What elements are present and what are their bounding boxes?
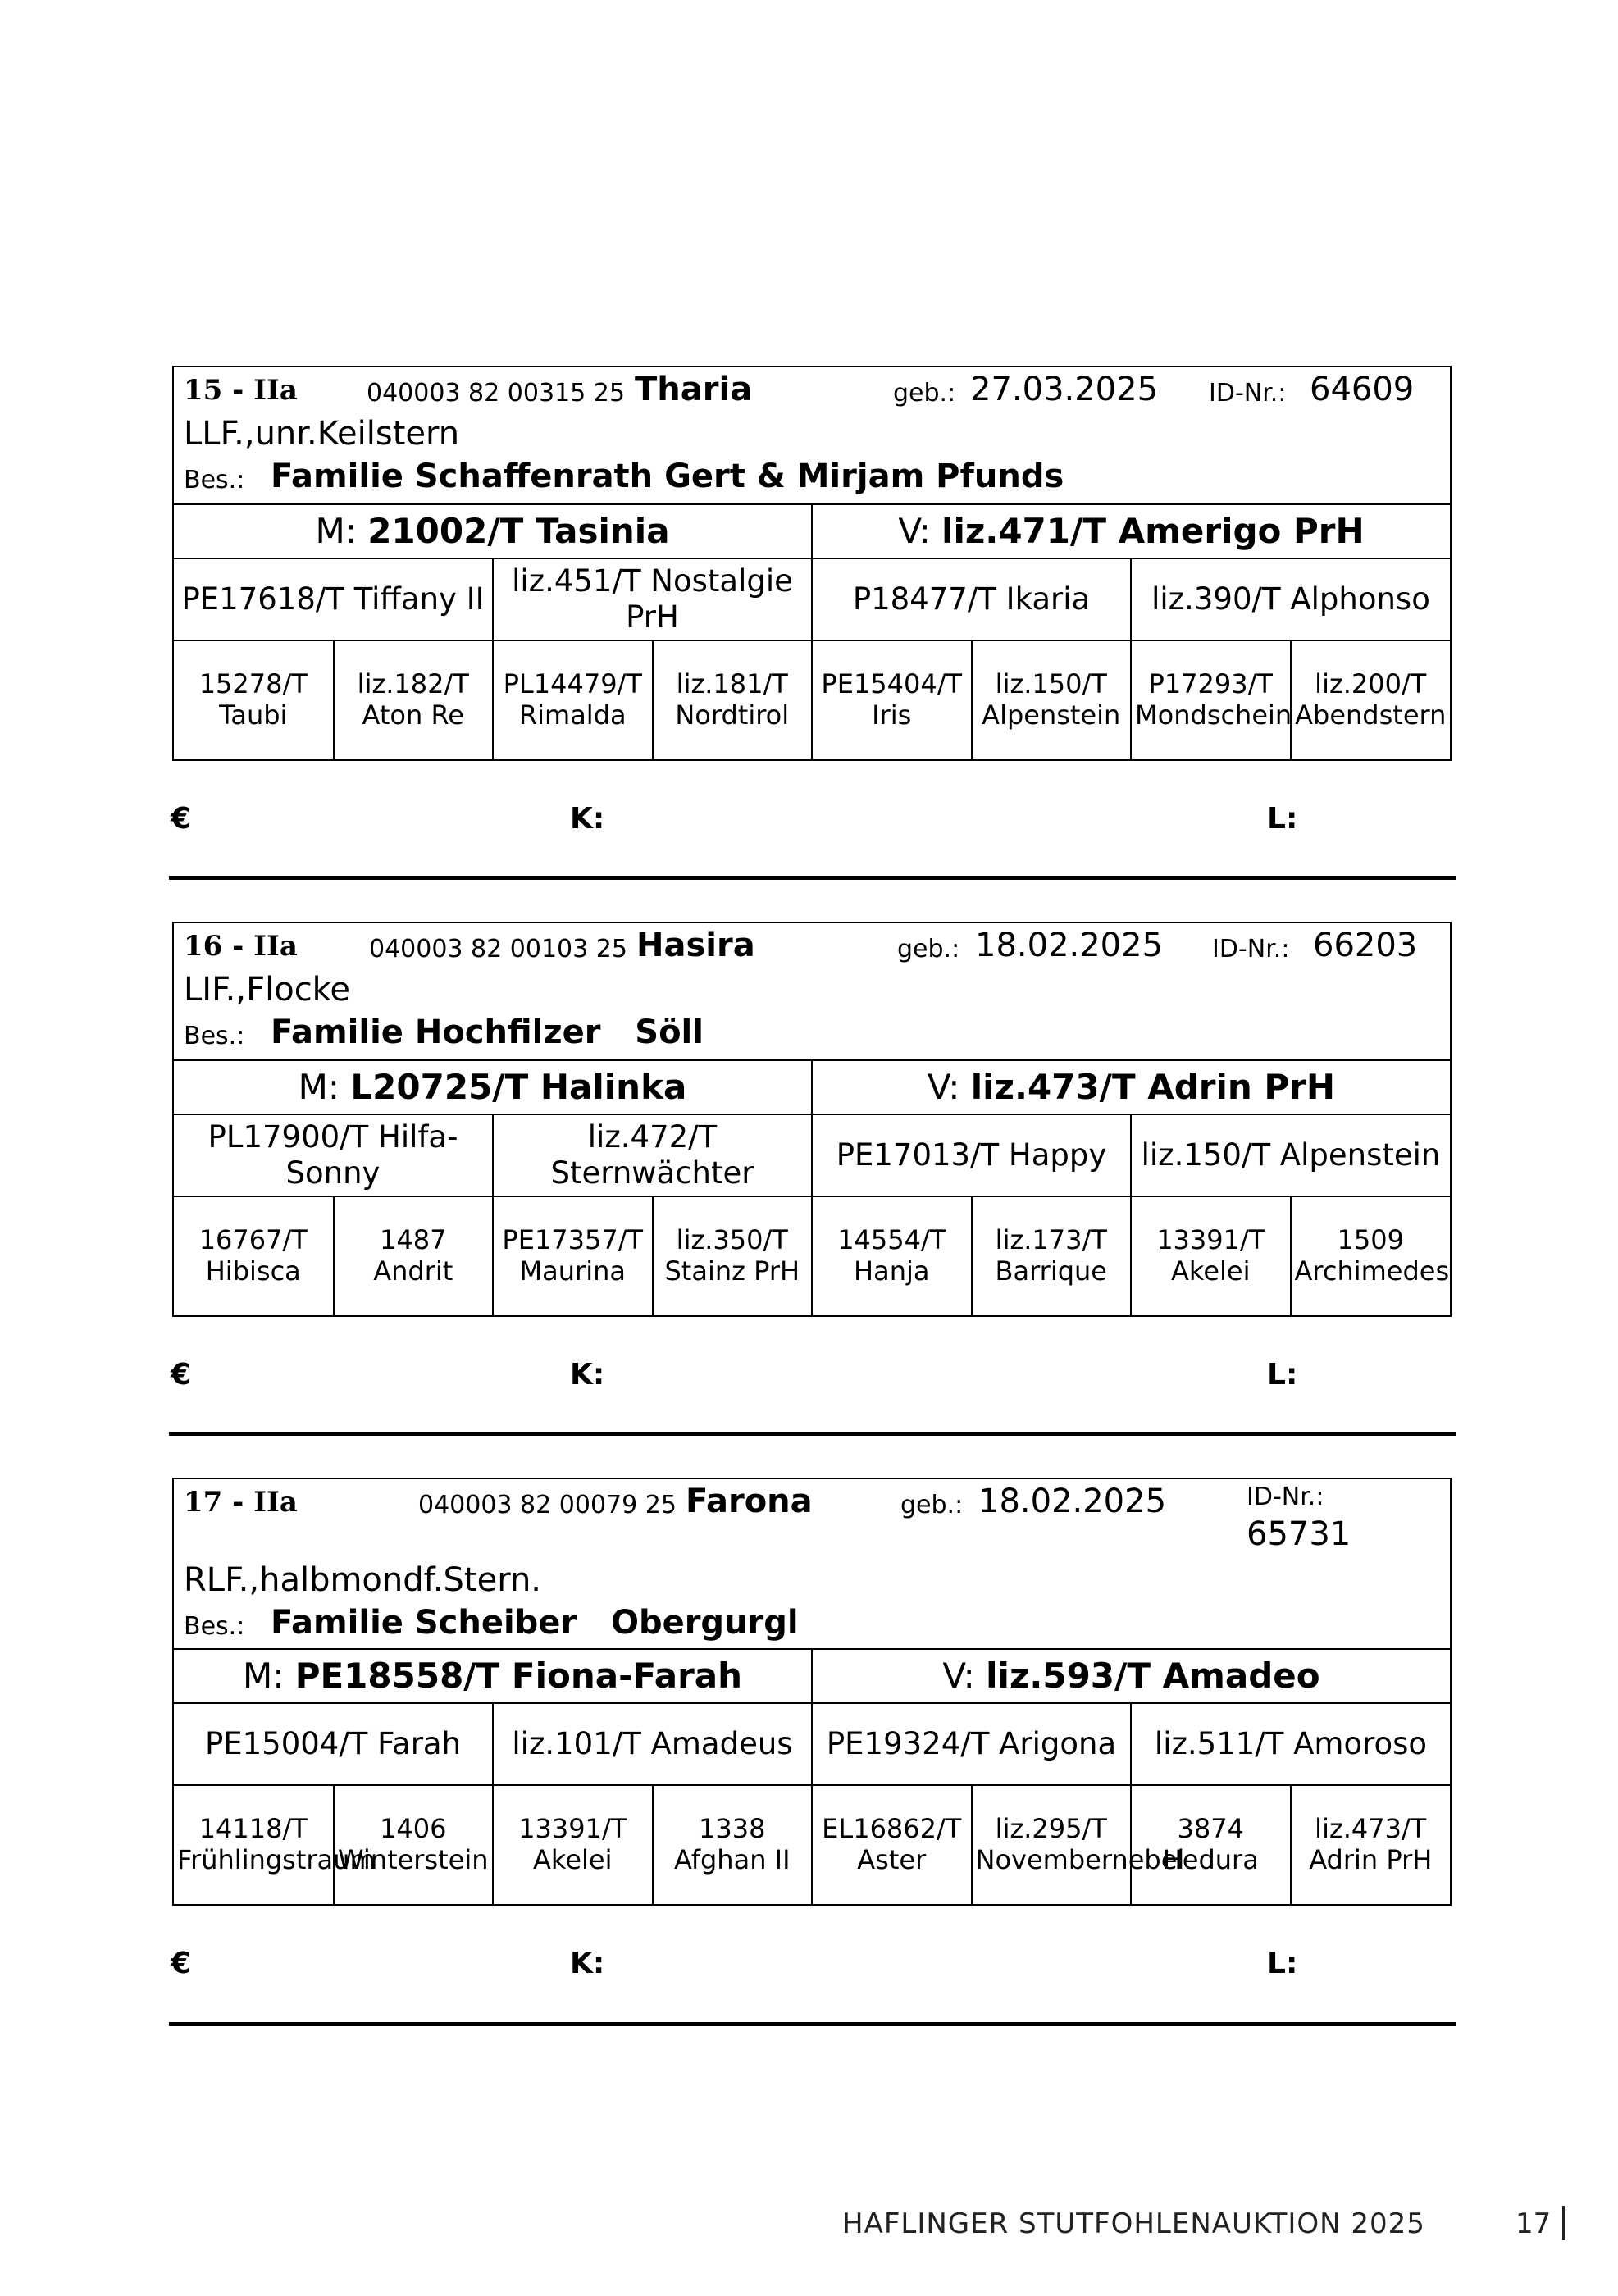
- born-label: geb.:: [900, 1491, 964, 1519]
- life-number: 040003 82 00103 25: [369, 935, 627, 963]
- pedigree-box: [172, 922, 1452, 1317]
- dam-label: M:: [242, 1656, 285, 1697]
- grandparent-cell: liz.150/T Alpenstein: [1131, 1114, 1450, 1196]
- birth-date: 27.03.2025: [970, 371, 1159, 408]
- great-grandparent-cell: 13391/T Akelei: [1131, 1196, 1291, 1315]
- great-grandparent-cell: 1509 Archimedes: [1291, 1196, 1451, 1315]
- great-grandparent-cell: 13391/T Akelei: [493, 1785, 653, 1904]
- great-grandparent-cell: liz.150/T Alpenstein: [972, 640, 1132, 759]
- dam-name: L20725/T Halinka: [350, 1067, 687, 1108]
- sire-cell: [812, 1650, 1450, 1703]
- dam-name: 21002/T Tasinia: [367, 511, 670, 552]
- pedigree-box: [172, 366, 1452, 761]
- sire-cell: [812, 505, 1450, 558]
- pedigree-table: [174, 1061, 1450, 1315]
- great-grandparent-cell: 1406 Winterstein: [334, 1785, 494, 1904]
- lot-number: 16 - IIa: [184, 930, 298, 963]
- pedigree-box: [172, 1478, 1452, 1906]
- footer-title: HAFLINGER STUTFOHLENAUKTION 2025: [842, 2207, 1425, 2240]
- great-grandparent-cell: 14554/T Hanja: [812, 1196, 972, 1315]
- k-label: K:: [570, 1358, 605, 1392]
- born-label: geb.:: [897, 935, 960, 963]
- great-grandparent-cell: EL16862/T Aster: [812, 1785, 972, 1904]
- l-label: L:: [1267, 802, 1298, 836]
- grandparent-cell: PE19324/T Arigona: [812, 1703, 1131, 1785]
- bidding-row: [171, 761, 1452, 836]
- great-grandparent-cell: liz.181/T Nordtirol: [653, 640, 813, 759]
- sire-name: liz.471/T Amerigo PrH: [941, 511, 1365, 552]
- sire-label: V:: [898, 511, 931, 552]
- great-grandparent-cell: liz.182/T Aton Re: [334, 640, 494, 759]
- great-grandparent-cell: PE17357/T Maurina: [493, 1196, 653, 1315]
- great-grandparent-cell: liz.200/T Abendstern: [1291, 640, 1451, 759]
- foal-name: Farona: [686, 1483, 813, 1520]
- grandparent-cell: liz.390/T Alphonso: [1131, 558, 1450, 640]
- great-grandparent-cell: 1338 Afghan II: [653, 1785, 813, 1904]
- great-grandparent-cell: liz.473/T Adrin PrH: [1291, 1785, 1451, 1904]
- grandparent-cell: PL17900/T Hilfa-Sonny: [174, 1114, 493, 1196]
- l-label: L:: [1267, 1947, 1298, 1980]
- birth-date: 18.02.2025: [978, 1483, 1167, 1520]
- great-grandparent-cell: liz.350/T Stainz PrH: [653, 1196, 813, 1315]
- euro-label: €: [171, 802, 192, 836]
- great-grandparent-cell: 14118/T Frühlingstraum: [174, 1785, 334, 1904]
- l-label: L:: [1267, 1358, 1298, 1392]
- owner-name: Familie Hochfilzer Söll: [271, 1014, 704, 1051]
- lot-entry-16: [171, 922, 1452, 1392]
- born-label: geb.:: [893, 379, 956, 408]
- owner-label: Bes.:: [184, 1612, 245, 1641]
- pedigree-table: [174, 1650, 1450, 1904]
- great-grandparent-cell: 16767/T Hibisca: [174, 1196, 334, 1315]
- page-number: 17: [1515, 2207, 1552, 2240]
- divider-line: [169, 1432, 1456, 1436]
- id-number: 65731: [1247, 1515, 1351, 1553]
- owner-label: Bes.:: [184, 1022, 245, 1050]
- lot-number: 17 - IIa: [184, 1486, 298, 1519]
- dam-name: PE18558/T Fiona-Farah: [294, 1656, 743, 1697]
- lot-header: [174, 367, 1450, 505]
- k-label: K:: [570, 802, 605, 836]
- lot-entry-17: [171, 1478, 1452, 1980]
- sire-label: V:: [942, 1656, 975, 1697]
- sire-name: liz.473/T Adrin PrH: [970, 1067, 1336, 1108]
- grandparent-cell: PE17618/T Tiffany II: [174, 558, 493, 640]
- divider-line: [169, 876, 1456, 880]
- grandparent-cell: liz.451/T Nostalgie PrH: [493, 558, 812, 640]
- lot-entry-15: [171, 366, 1452, 836]
- owner-name: Familie Schaffenrath Gert & Mirjam Pfunds: [271, 458, 1064, 495]
- id-number: 64609: [1310, 371, 1415, 408]
- bidding-row: [171, 1906, 1452, 1980]
- bidding-row: [171, 1317, 1452, 1392]
- lot-number: 15 - IIa: [184, 374, 298, 407]
- id-label: ID-Nr.:: [1212, 935, 1290, 963]
- k-label: K:: [570, 1947, 605, 1980]
- id-label: ID-Nr.:: [1209, 379, 1287, 408]
- lot-header: [174, 1479, 1450, 1650]
- grandparent-cell: liz.472/T Sternwächter: [493, 1114, 812, 1196]
- id-number: 66203: [1313, 927, 1418, 964]
- color-marking: LIF.,Flocke: [184, 971, 351, 1009]
- euro-label: €: [171, 1947, 192, 1980]
- dam-label: M:: [315, 511, 357, 552]
- life-number: 040003 82 00079 25: [418, 1491, 677, 1519]
- sire-label: V:: [927, 1067, 960, 1108]
- great-grandparent-cell: 3874 Hedura: [1131, 1785, 1291, 1904]
- dam-label: M:: [298, 1067, 340, 1108]
- owner-label: Bes.:: [184, 466, 245, 494]
- euro-label: €: [171, 1358, 192, 1392]
- grandparent-cell: P18477/T Ikaria: [812, 558, 1131, 640]
- foal-name: Hasira: [636, 927, 755, 964]
- sire-name: liz.593/T Amadeo: [986, 1656, 1320, 1697]
- dam-cell: [174, 1650, 812, 1703]
- color-marking: RLF.,halbmondf.Stern.: [184, 1561, 542, 1599]
- great-grandparent-cell: PL14479/T Rimalda: [493, 640, 653, 759]
- great-grandparent-cell: PE15404/T Iris: [812, 640, 972, 759]
- great-grandparent-cell: 15278/T Taubi: [174, 640, 334, 759]
- grandparent-cell: PE15004/T Farah: [174, 1703, 493, 1785]
- birth-date: 18.02.2025: [975, 927, 1164, 964]
- dam-cell: [174, 505, 812, 558]
- id-label: ID-Nr.:: [1247, 1483, 1324, 1511]
- great-grandparent-cell: liz.173/T Barrique: [972, 1196, 1132, 1315]
- dam-cell: [174, 1061, 812, 1114]
- divider-line: [169, 2022, 1456, 2026]
- grandparent-cell: liz.101/T Amadeus: [493, 1703, 812, 1785]
- grandparent-cell: liz.511/T Amoroso: [1131, 1703, 1450, 1785]
- grandparent-cell: PE17013/T Happy: [812, 1114, 1131, 1196]
- page-number-bar: [1562, 2206, 1565, 2240]
- life-number: 040003 82 00315 25: [367, 379, 625, 408]
- great-grandparent-cell: liz.295/T Novembernebel: [972, 1785, 1132, 1904]
- lot-header: [174, 923, 1450, 1061]
- sire-cell: [812, 1061, 1450, 1114]
- great-grandparent-cell: P17293/T Mondschein: [1131, 640, 1291, 759]
- pedigree-table: [174, 505, 1450, 759]
- color-marking: LLF.,unr.Keilstern: [184, 415, 460, 453]
- owner-name: Familie Scheiber Obergurgl: [271, 1604, 799, 1642]
- great-grandparent-cell: 1487 Andrit: [334, 1196, 494, 1315]
- foal-name: Tharia: [635, 371, 753, 408]
